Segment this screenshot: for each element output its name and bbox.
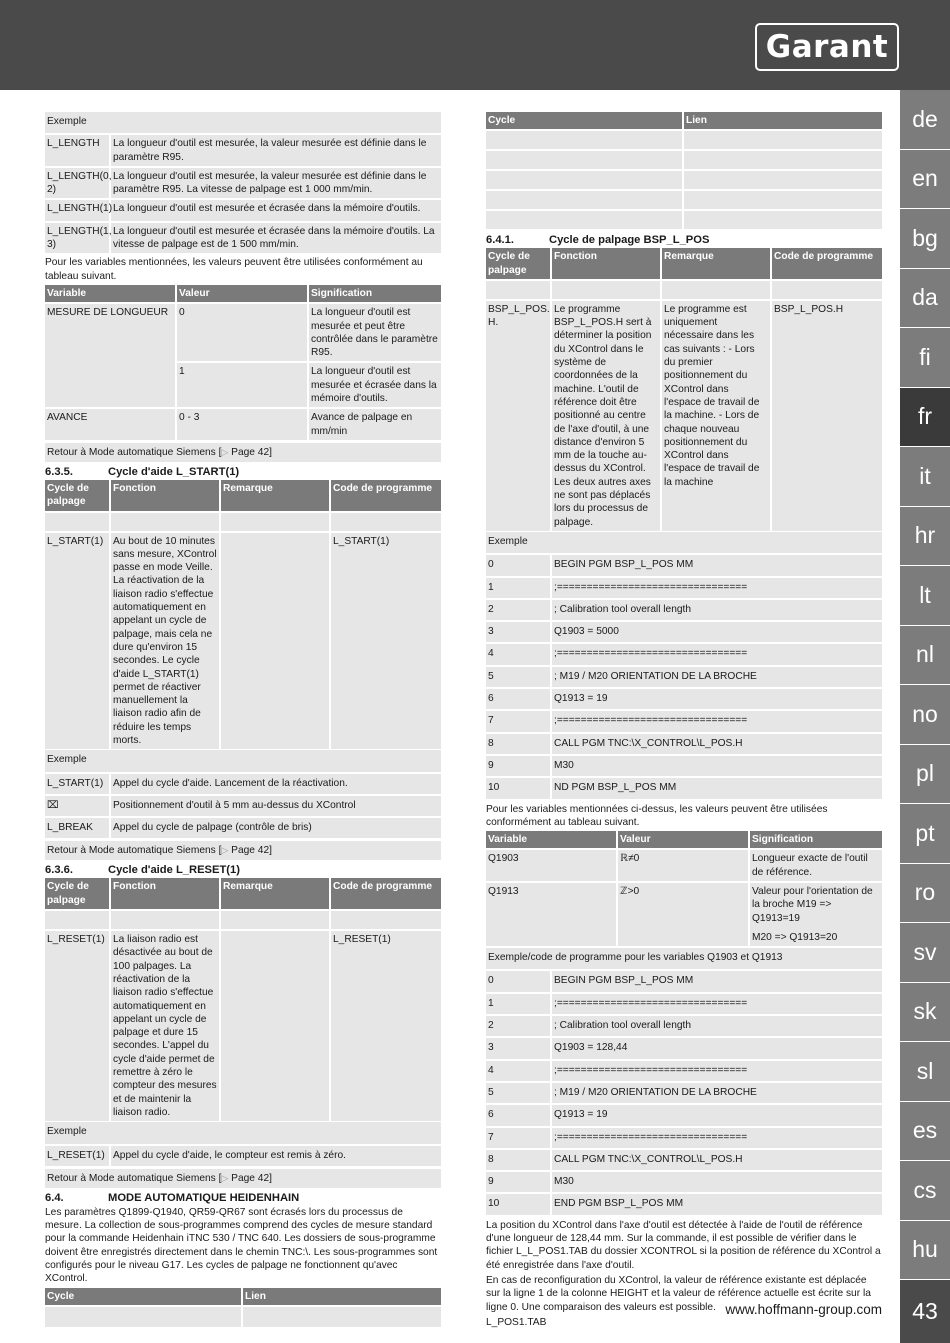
language-tab-cs[interactable]: cs <box>900 1161 950 1221</box>
table-row: L_LENGTH(1, 3) La longueur d'outil est mesurée et écrasée dans la mémoire d'outils. La vitesse de palpage est de 1 500 mm/min. <box>45 223 441 256</box>
reset-example-table: Exemple L_RESET(1) Appel du cycle d'aide, le compteur est remis à zéro. <box>45 1122 441 1168</box>
variable-table: Variable Valeur Signification MESURE DE LONGUEUR 0 La longueur d'outil est mesurée et peut être contrôlée dans le paramètre R95. 1 La longueur d'outil est mesurée et écrasée dans la mémoire d'outils. AVANCE 0 - 3 Avance de palpage en mm/min <box>45 285 441 442</box>
table-row: Q1913 ℤ>0 Valeur pour l'orientation de la broche M19 => Q1913=19 M20 => Q1913=20 <box>486 883 882 948</box>
program-example-table: Exemple/code de programme pour les variables Q1903 et Q1913 0 BEGIN PGM BSP_L_POS MM 1 ;================================ 2 ; Calibration tool overall length 3 Q1903 = 128,44 4 ;================================ 5 ; M19 / M20 ORIENTATION DE LA BROCHE 6 Q1913 = 19 7 ;================================ 8 CALL PGM TNC:\X_CONTROL\L_POS.H 9 M30 10 END PGM BSP_L_POS MM <box>486 948 882 1217</box>
paragraph: L_POS1.TAB <box>486 1316 547 1328</box>
back-link[interactable]: Retour à Mode automatique Siemens [▷ Page 42] <box>45 1169 441 1188</box>
paragraph: La position du XControl dans l'axe d'outil est détectée à l'aide de l'outil de référence d'une longueur de 128,44 mm. Sur la commande, il est possible de vérifier dans le fichier L_L_POS1.TAB du dossier XCONTROL si la position de référence du XControl a été enregistrée dans l'axe d'outil. <box>486 1219 881 1271</box>
section-heading: 6.3.5. Cycle d'aide L_START(1) <box>45 465 240 478</box>
language-tab-sk[interactable]: sk <box>900 983 950 1043</box>
program-line: 9 M30 <box>486 756 882 778</box>
table-row: L_LENGTH(1) La longueur d'outil est mesurée et écrasée dans la mémoire d'outils. <box>45 200 441 222</box>
section-heading: 6.3.6. Cycle d'aide L_RESET(1) <box>45 864 240 877</box>
table-row: 1 La longueur d'outil est mesurée et écrasée dans la mémoire d'outils. <box>45 363 441 409</box>
language-tab-en[interactable]: en <box>900 150 950 210</box>
table-row: BSP_L_POS. H. Le programme BSP_L_POS.H sert à déterminer la position du XControl dans le système de coordonnées de la machine. L'outil de référence doit être positionné au centre de l'axe d'outil, à une distance d'environ 5 mm de la touche au-dessus du XControl. Les deux autres axes ne sont pas déplacés lors du processus de palpage. Le programme est uniquement nécessaire dans les cas suivants : - Lors du premier positionnement du XControl dans l'espace de travail de la machine. - Lors de chaque nouveau positionnement du XControl dans l'espace de travail de la machine BSP_L_POS.H <box>486 301 882 533</box>
program-line: 6 Q1913 = 19 <box>486 689 882 711</box>
table-row: ⌧ Positionnement d'outil à 5 mm au-dessus du XControl <box>45 796 441 818</box>
section-heading: 6.4.1. Cycle de palpage BSP_L_POS <box>486 234 710 247</box>
program-line: 1 ;================================ <box>486 994 882 1016</box>
back-link[interactable]: Retour à Mode automatique Siemens [▷ Page 42] <box>45 841 441 860</box>
reset-cycle-table: Cycle de palpage Fonction Remarque Code de programme L_RESET(1) La liaison radio est désactivée au bout de 100 palpages. La réactivation de la liaison radio s'effectue automatiquement en appelant un cycle de palpage et dure 15 secondes. L'appel du cycle d'aide permet de remettre à zéro le compteur des mesures et de maintenir la liaison radio. L_RESET(1) <box>45 878 441 1123</box>
program-line: 2 ; Calibration tool overall length <box>486 600 882 622</box>
language-tab-fr[interactable]: fr <box>900 388 950 448</box>
table-row: L_START(1) Au bout de 10 minutes sans mesure, XControl passe en mode Veille. La réactivation de la liaison radio s'effectue automatiquement en appelant un cycle de palpage, mais cela ne dure qu'environ 15 secondes. Le cycle d'aide L_START(1) permet de réactiver manuellement la liaison radio afin de réduire les temps morts. L_START(1) <box>45 533 441 752</box>
program-line: 7 ;================================ <box>486 1128 882 1150</box>
language-tab-fi[interactable]: fi <box>900 328 950 388</box>
program-line: 3 Q1903 = 5000 <box>486 622 882 644</box>
table-row: MESURE DE LONGUEUR 0 La longueur d'outil est mesurée et peut être contrôlée dans le paramètre R95. <box>45 304 441 363</box>
length-example-table <box>45 112 441 255</box>
program-line: 8 CALL PGM TNC:\X_CONTROL\L_POS.H <box>486 1150 882 1172</box>
program-line: 5 ; M19 / M20 ORIENTATION DE LA BROCHE <box>486 667 882 689</box>
language-tabs <box>900 90 950 1280</box>
language-tab-hu[interactable]: hu <box>900 1221 950 1281</box>
program-line: 3 Q1903 = 128,44 <box>486 1038 882 1060</box>
paragraph: En cas de reconfiguration du XControl, la valeur de référence existante est déplacée sur la ligne 1 de la colonne HEIGHT et la valeur de référence actuelle est écrite sur la ligne 0. Une comparaison des valeurs est possible. <box>486 1274 871 1313</box>
program-line: 7 ;================================ <box>486 711 882 733</box>
program-line: 4 ;================================ <box>486 644 882 666</box>
language-tab-sl[interactable]: sl <box>900 1042 950 1102</box>
table-row: L_LENGTH(0, 2) La longueur d'outil est mesurée, la valeur mesurée est définie dans le paramètre R95. La vitesse de palpage est 1 000 mm/min. <box>45 168 441 201</box>
table-row: L_START(1) Appel du cycle d'aide. Lancement de la réactivation. <box>45 774 441 796</box>
table-row: L_RESET(1) Appel du cycle d'aide, le compteur est remis à zéro. <box>45 1146 441 1168</box>
garant-logo: Garant <box>755 23 899 71</box>
program-line: 8 CALL PGM TNC:\X_CONTROL\L_POS.H <box>486 734 882 756</box>
program-line: 0 BEGIN PGM BSP_L_POS MM <box>486 971 882 993</box>
program-line: 5 ; M19 / M20 ORIENTATION DE LA BROCHE <box>486 1083 882 1105</box>
program-example-table: Exemple 0 BEGIN PGM BSP_L_POS MM 1 ;================================ 2 ; Calibration tool overall length 3 Q1903 = 5000 4 ;================================ 5 ; M19 / M20 ORIENTATION DE LA BROCHE 6 Q1913 = 19 7 ;================================ 8 CALL PGM TNC:\X_CONTROL\L_POS.H 9 M30 10 ND PGM BSP_L_POS MM <box>486 532 882 801</box>
language-tab-es[interactable]: es <box>900 1102 950 1162</box>
program-line: 9 M30 <box>486 1172 882 1194</box>
program-line: 0 BEGIN PGM BSP_L_POS MM <box>486 555 882 577</box>
paragraph: Pour les variables mentionnées ci-dessus, les valeurs peuvent être utilisées conformément au tableau suivant. <box>486 803 828 828</box>
language-tab-nl[interactable]: nl <box>900 626 950 686</box>
table-row: Q1903 ℝ≠0 Longueur exacte de l'outil de référence. <box>486 850 882 883</box>
language-tab-pl[interactable]: pl <box>900 745 950 805</box>
header-bar <box>0 0 950 90</box>
language-tab-bg[interactable]: bg <box>900 209 950 269</box>
language-tab-de[interactable]: de <box>900 90 950 150</box>
language-tab-no[interactable]: no <box>900 685 950 745</box>
variable-table: Variable Valeur Signification Q1903 ℝ≠0 Longueur exacte de l'outil de référence. Q1913 ℤ>0 Valeur pour l'orientation de la broche M19 => Q1913=19 M20 => Q1913=20 <box>486 831 882 948</box>
table-row: AVANCE 0 - 3 Avance de palpage en mm/min <box>45 409 441 442</box>
left-column <box>45 112 441 1327</box>
paragraph: Pour les variables mentionnées, les valeurs peuvent être utilisées conformément au tableau suivant. <box>45 257 423 282</box>
right-column <box>486 112 882 1331</box>
program-line: 6 Q1913 = 19 <box>486 1105 882 1127</box>
footer-url[interactable]: www.hoffmann-group.com <box>725 1302 882 1317</box>
start-example-table: Exemple L_START(1) Appel du cycle d'aide. Lancement de la réactivation. ⌧ Positionnement d'outil à 5 mm au-dessus du XControl L_BREAK Appel du cycle de palpage (contrôle de bris) <box>45 750 441 840</box>
table-row: L_LENGTH La longueur d'outil est mesurée, la valeur mesurée est définie dans le paramètre R95. <box>45 135 441 168</box>
program-line: 2 ; Calibration tool overall length <box>486 1016 882 1038</box>
language-tab-sv[interactable]: sv <box>900 923 950 983</box>
language-tab-da[interactable]: da <box>900 269 950 329</box>
back-link[interactable]: Retour à Mode automatique Siemens [▷ Page 42] <box>45 443 441 462</box>
language-tab-it[interactable]: it <box>900 447 950 507</box>
program-line: 1 ;================================ <box>486 578 882 600</box>
section-heading: 6.4. MODE AUTOMATIQUE HEIDENHAIN <box>45 1191 300 1204</box>
table-title: Exemple <box>45 112 441 135</box>
page-number: 43 <box>900 1280 950 1343</box>
table-row: L_RESET(1) La liaison radio est désactivée au bout de 100 palpages. La réactivation de la liaison radio s'effectue automatiquement en appelant un cycle de palpage et dure 15 secondes. L'appel du cycle d'aide permet de remettre à zéro le compteur des mesures et de maintenir la liaison radio. L_RESET(1) <box>45 931 441 1123</box>
language-tab-pt[interactable]: pt <box>900 804 950 864</box>
bsp-cycle-table: Cycle de palpage Fonction Remarque Code de programme BSP_L_POS. H. Le programme BSP_L_POS.H sert à déterminer la position du XControl dans le système de coordonnées de la machine. L'outil de référence doit être positionné au centre de l'axe d'outil, à une distance d'environ 5 mm de la touche au-dessus du XControl. Les deux autres axes ne sont pas déplacés lors du processus de palpage. Le programme est uniquement nécessaire dans les cas suivants : - Lors du premier positionnement du XControl dans l'espace de travail de la machine. - Lors de chaque nouveau positionnement du XControl dans l'espace de travail de la machine BSP_L_POS.H <box>486 248 882 533</box>
table-row: L_BREAK Appel du cycle de palpage (contrôle de bris) <box>45 818 441 840</box>
program-line: 4 ;================================ <box>486 1061 882 1083</box>
language-tab-hr[interactable]: hr <box>900 507 950 567</box>
paragraph: Les paramètres Q1899-Q1940, QR59-QR67 sont écrasés lors du processus de mesure. La collection de sous-programmes comprend des cycles de mesure standard pour la commande Heidenhain iTNC 530 / TNC 640. Les dossiers de sous-programme doivent être enregistrés directement dans le chemin TNC:\. Les sous-programmes sont configurés pour le niveau G17. Les cycles de palpage ne fonctionnent qu'avec XControl. <box>45 1206 438 1285</box>
cycle-link-table: Cycle Lien <box>45 1288 441 1327</box>
program-line: 10 ND PGM BSP_L_POS MM <box>486 778 882 800</box>
triangle-icon: ▷ <box>221 845 229 856</box>
program-line: 10 END PGM BSP_L_POS MM <box>486 1194 882 1216</box>
cycle-link-table: Cycle Lien <box>486 112 882 231</box>
language-tab-lt[interactable]: lt <box>900 566 950 626</box>
triangle-icon: ▷ <box>221 446 229 457</box>
triangle-icon: ▷ <box>221 1172 229 1183</box>
start-cycle-table: Cycle de palpage Fonction Remarque Code de programme L_START(1) Au bout de 10 minutes sans mesure, XControl passe en mode Veille. La réactivation de la liaison radio s'effectue automatiquement en appelant un cycle de palpage, mais cela ne dure qu'environ 15 secondes. Le cycle d'aide L_START(1) permet de réactiver manuellement la liaison radio afin de réduire les temps morts. L_START(1) <box>45 480 441 751</box>
language-tab-ro[interactable]: ro <box>900 864 950 924</box>
